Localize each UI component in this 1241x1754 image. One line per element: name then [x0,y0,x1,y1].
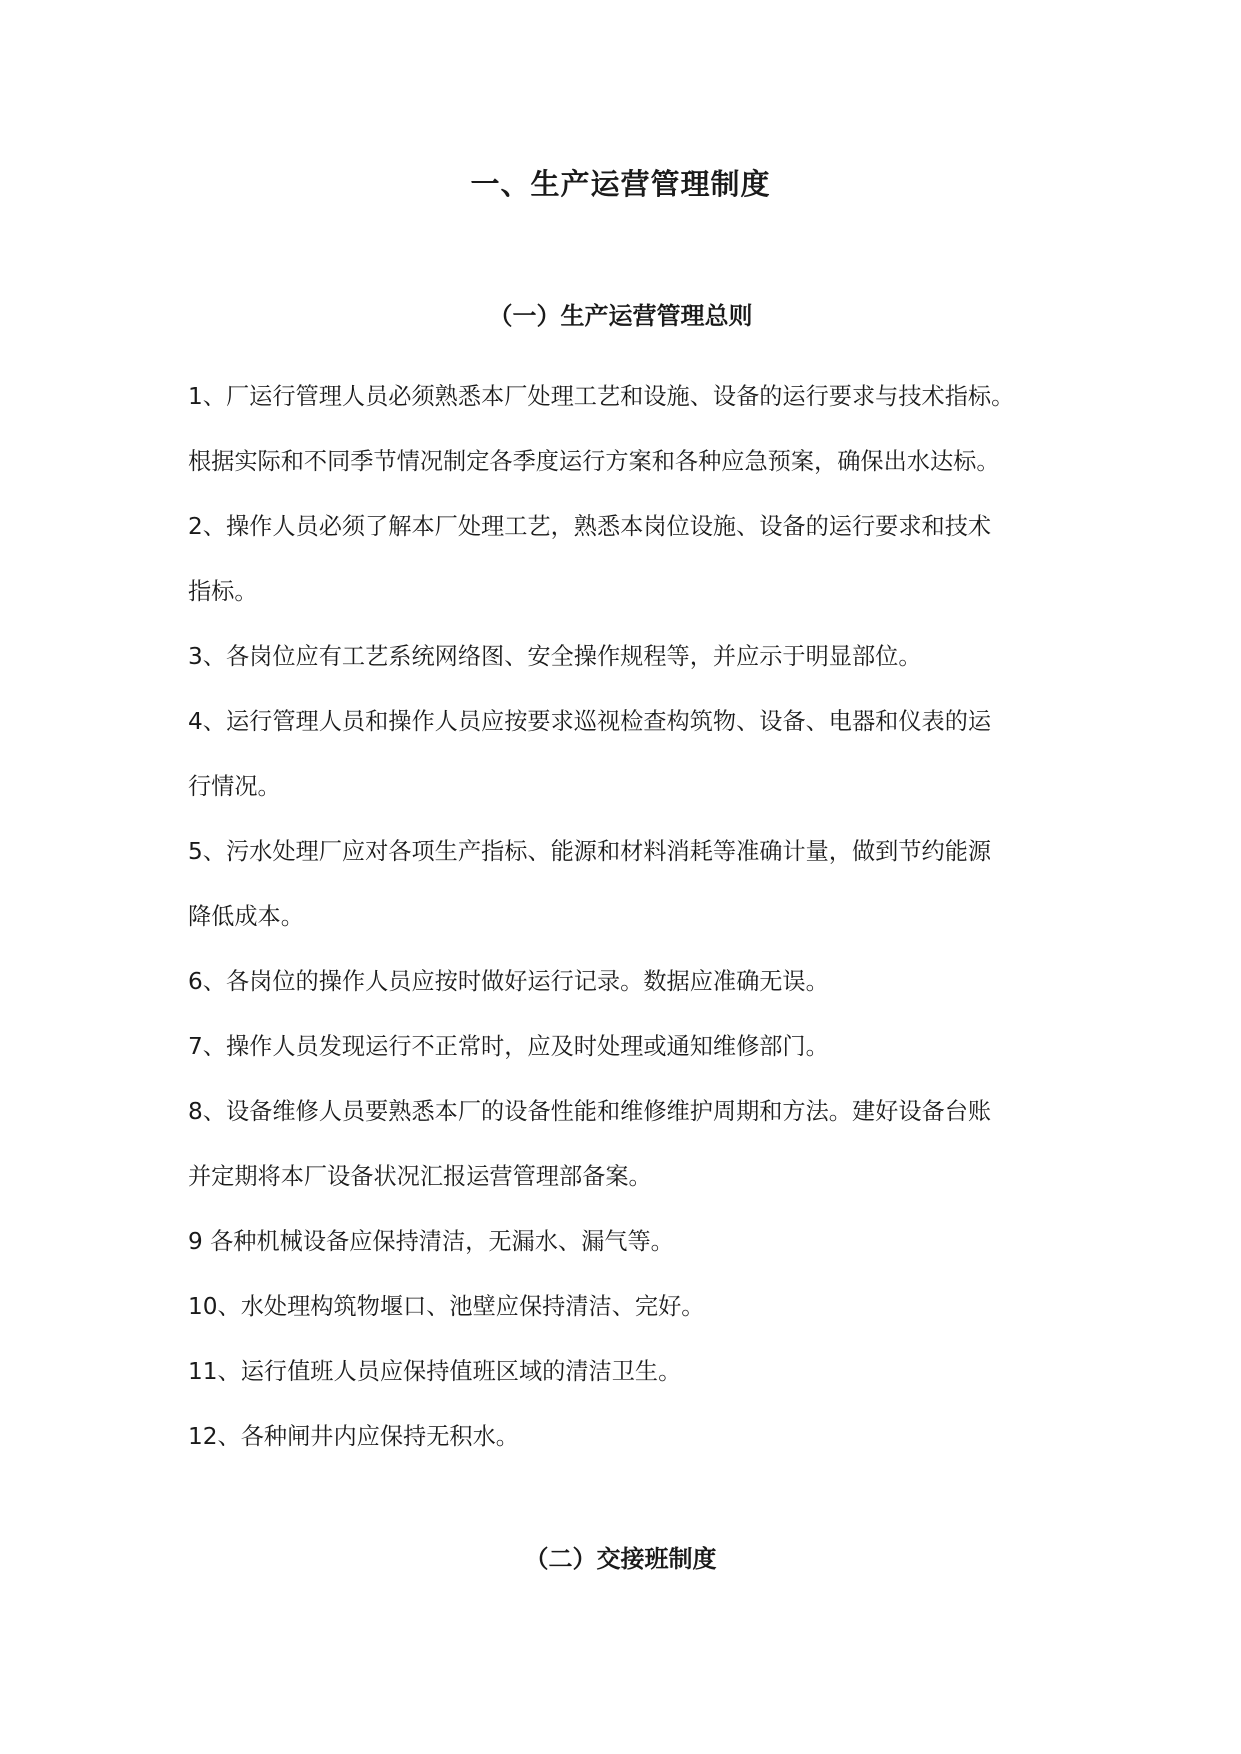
text-line: 5、污水处理厂应对各项生产指标、能源和材料消耗等准确计量，做到节约能源 [188,838,992,865]
text-line: 9 各种机械设备应保持清洁，无漏水、漏气等。 [188,1228,674,1255]
text-line: 并定期将本厂设备状况汇报运营管理部备案。 [188,1163,652,1190]
text-line: 10、水处理构筑物堰口、池壁应保持清洁、完好。 [188,1293,705,1320]
text-line: 4、运行管理人员和操作人员应按要求巡视检查构筑物、设备、电器和仪表的运 [188,708,992,735]
text-line: 行情况。 [188,773,281,800]
text-line: 2、操作人员必须了解本厂处理工艺，熟悉本岗位设施、设备的运行要求和技术 [188,513,992,540]
text-line: 11、运行值班人员应保持值班区域的清洁卫生。 [188,1358,682,1385]
text-line: 3、各岗位应有工艺系统网络图、安全操作规程等，并应示于明显部位。 [188,643,922,670]
text-line: 降低成本。 [188,903,304,930]
text-line: 6、各岗位的操作人员应按时做好运行记录。数据应准确无误。 [188,968,829,995]
text-line: 根据实际和不同季节情况制定各季度运行方案和各种应急预案，确保出水达标。 [188,448,1000,475]
rules-text-block [188,364,1068,1469]
text-line: 7、操作人员发现运行不正常时，应及时处理或通知维修部门。 [188,1033,829,1060]
text-line: 12、各种闸井内应保持无积水。 [188,1423,519,1450]
text-line: 指标。 [188,578,258,605]
section-title-shift-handover: （二）交接班制度 [524,1545,717,1573]
document-title: 一、生产运营管理制度 [470,167,771,201]
section-title-general-rules: （一）生产运营管理总则 [488,302,753,330]
text-line: 1、厂运行管理人员必须熟悉本厂处理工艺和设施、设备的运行要求与技术指标。 [188,383,1015,410]
text-line: 8、设备维修人员要熟悉本厂的设备性能和维修维护周期和方法。建好设备台账 [188,1098,992,1125]
